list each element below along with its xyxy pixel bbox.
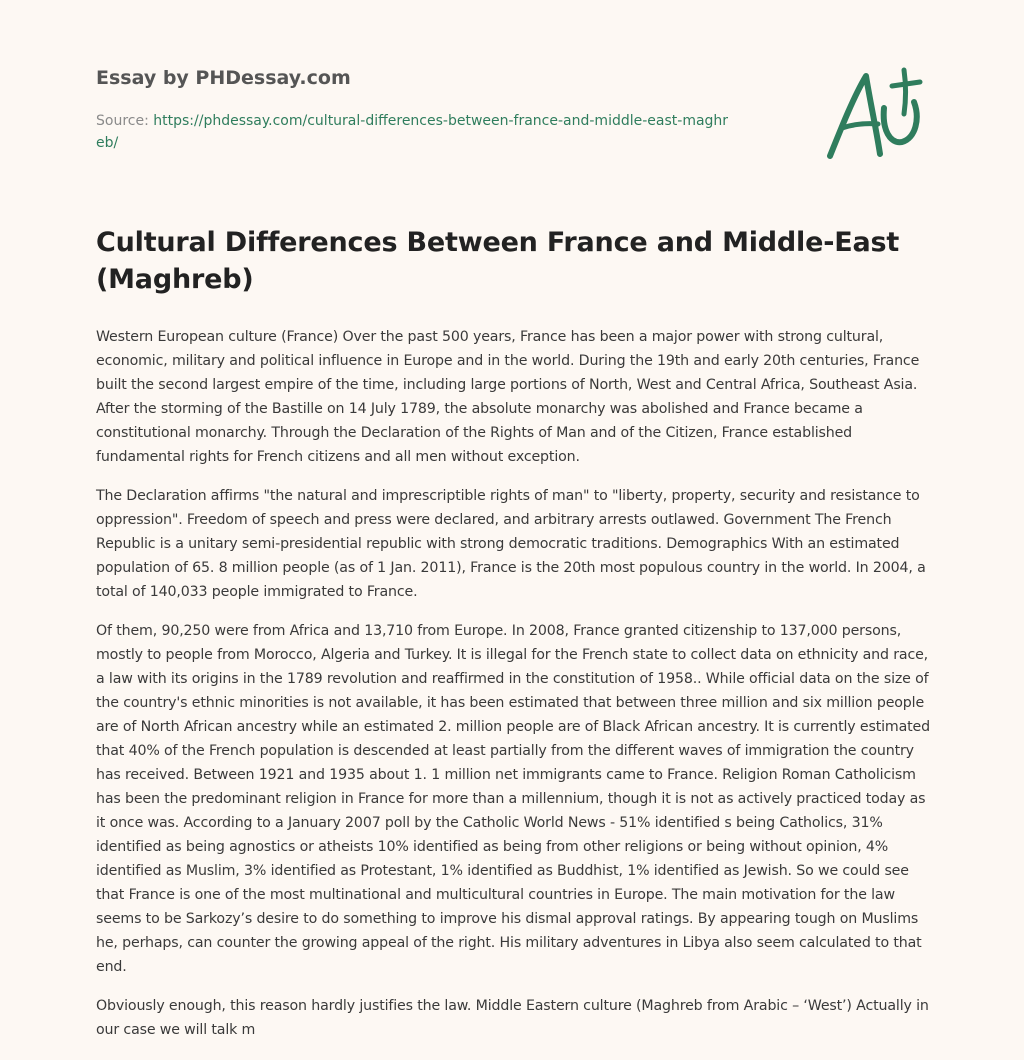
article-paragraph: The Declaration affirms "the natural and imprescriptible rights of man" to "liberty, property, security and resistance to oppression". Freedom of speech and press were declared, and arbitrary arrests outlawed. Government The French Republic is a unitary semi-presidential republic with strong democratic traditions. Demographics With an estimated population of 65. 8 million people (as of 1 Jan. 2011), France is the 20th most populous country in the world. In 2004, a total of 140,033 people immigrated to France. <box>96 488 926 600</box>
source-line <box>96 110 736 154</box>
source-link[interactable]: https://phdessay.com/cultural-differences-between-france-and-middle-east-maghreb/ <box>96 113 729 151</box>
article-paragraph: Obviously enough, this reason hardly justifies the law. Middle Eastern culture (Maghreb from Arabic – ‘West’) Actually in our case we will talk m <box>96 998 929 1038</box>
article-paragraph: Western European culture (France) Over the past 500 years, France has been a major power with strong cultural, economic, military and political influence in Europe and in the world. During the 19th and early 20th centuries, France built the second largest empire of the time, including large portions of North, West and Central Africa, Southeast Asia. After the storming of the Bastille on 14 July 1789, the absolute monarchy was abolished and France became a constitutional monarchy. Through the Declaration of the Rights of Man and of the Citizen, France established fundamental rights for French citizens and all men without exception. <box>96 329 920 465</box>
article-body <box>96 325 930 1057</box>
article-title: Cultural Differences Between France and Middle-East (Maghreb) <box>96 227 900 295</box>
article-paragraph: Of them, 90,250 were from Africa and 13,710 from Europe. In 2008, France granted citizenship to 137,000 persons, mostly to people from Morocco, Algeria and Turkey. It is illegal for the French state to collect data on ethnicity and race, a law with its origins in the 1789 revolution and reaffirmed in the constitution of 1958.. While official data on the size of the country's ethnic minorities is not available, it has been estimated that between three million and six million people are of North African ancestry while an estimated 2. million people are of Black African ancestry. It is currently estimated that 40% of the French population is descended at least partially from the different waves of immigration the country has received. Between 1921 and 1935 about 1. 1 million net immigrants came to France. Religion Roman Catholicism has been the predominant religion in France for more than a millennium, though it is not as actively practiced today as it once was. According to a January 2007 poll by the Catholic World News - 51% identified s being Catholics, 31% identified as being agnostics or atheists 10% identified as being from other religions or being without opinion, 4% identified as Muslim, 3% identified as Protestant, 1% identified as Buddhist, 1% identified as Jewish. So we could see that France is one of the most multinational and multicultural countries in Europe. The main motivation for the law seems to be Sarkozy’s desire to do something to improve his dismal approval ratings. By appearing tough on Muslims he, perhaps, can counter the growing appeal of the right. His military adventures in Libya also seem calculated to that end. <box>96 623 930 975</box>
brand-title: Essay by PHDessay.com <box>96 67 351 89</box>
source-label: Source: <box>96 113 154 129</box>
page-header <box>96 64 796 154</box>
a-plus-grade-icon <box>820 66 930 166</box>
